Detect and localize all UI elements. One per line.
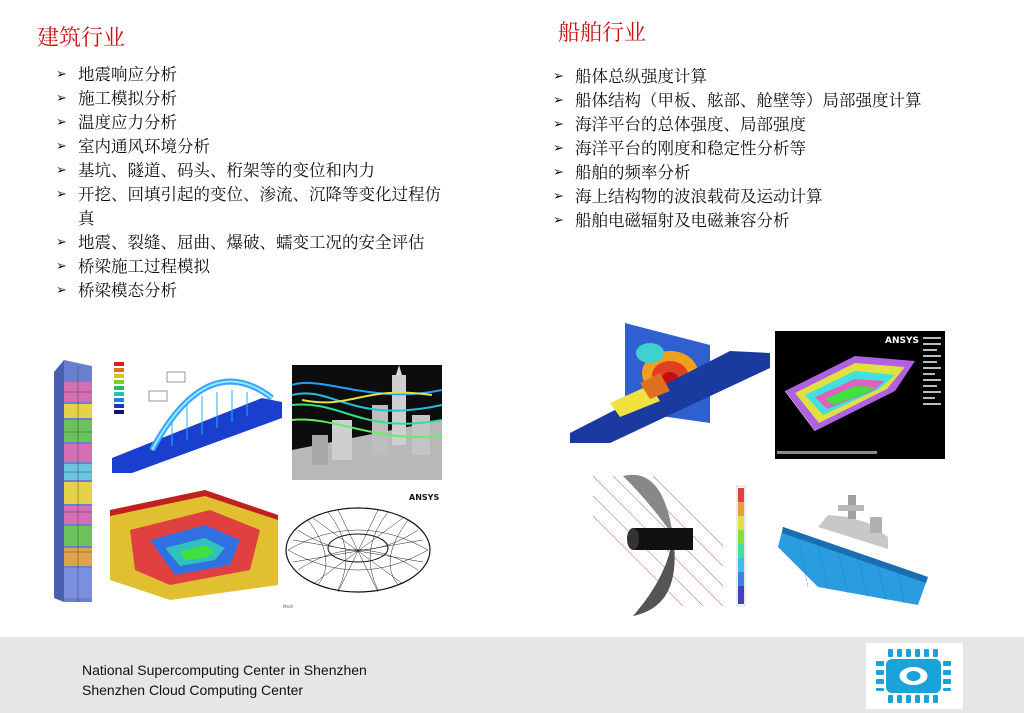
ansys-logo-text: ANSYS xyxy=(885,336,919,346)
excavation-simulation-image xyxy=(110,490,278,600)
bullet-arrow-icon: ➢ xyxy=(553,117,564,132)
bullet-arrow-icon: ➢ xyxy=(553,141,564,156)
propeller-flow-image xyxy=(573,466,763,621)
warship-model-image xyxy=(778,487,928,607)
bullet-arrow-icon: ➢ xyxy=(56,139,67,154)
ship-hull-ansys-image xyxy=(775,331,945,459)
ansys-logo-text: ANSYS xyxy=(409,493,440,502)
left-section-title: 建筑行业 xyxy=(37,26,126,51)
right-section-title: 船舶行业 xyxy=(558,21,647,46)
bullet-arrow-icon: ➢ xyxy=(56,283,67,298)
bullet-arrow-icon: ➢ xyxy=(553,93,564,108)
bullet-arrow-icon: ➢ xyxy=(56,259,67,274)
list-item: ➢ 施工模拟分析 xyxy=(52,87,447,111)
list-item: ➢ 地震响应分析 xyxy=(52,63,447,87)
building-model-image xyxy=(50,352,102,602)
bullet-arrow-icon: ➢ xyxy=(553,213,564,228)
urban-wind-flow-image xyxy=(292,365,442,480)
chip-logo-icon xyxy=(866,643,963,709)
list-item: ➢ 温度应力分析 xyxy=(52,111,447,135)
footer-line-2: Shenzhen Cloud Computing Center xyxy=(82,682,304,698)
list-item: ➢ 海洋平台的总体强度、局部强度 xyxy=(549,113,1019,137)
list-item: ➢ 桥梁模态分析 xyxy=(52,279,447,303)
bullet-arrow-icon: ➢ xyxy=(553,189,564,204)
list-item: ➢ 船体总纵强度计算 xyxy=(549,65,1019,89)
right-bullet-list xyxy=(549,65,1019,233)
bullet-arrow-icon: ➢ xyxy=(56,67,67,82)
bullet-arrow-icon: ➢ xyxy=(56,91,67,106)
bullet-arrow-icon: ➢ xyxy=(553,165,564,180)
list-item: ➢ 室内通风环境分析 xyxy=(52,135,447,159)
stadium-mesh-image xyxy=(278,490,440,612)
bullet-arrow-icon: ➢ xyxy=(553,69,564,84)
bullet-arrow-icon: ➢ xyxy=(56,187,67,202)
left-bullet-list xyxy=(52,63,447,303)
list-item: ➢ 船体结构（甲板、舷部、舱壁等）局部强度计算 xyxy=(549,89,1019,113)
list-item: ➢ 地震、裂缝、屈曲、爆破、蠕变工况的安全评估 xyxy=(52,231,447,255)
list-item: ➢ 船舶电磁辐射及电磁兼容分析 xyxy=(549,209,1019,233)
list-item: ➢ 桥梁施工过程模拟 xyxy=(52,255,447,279)
bullet-arrow-icon: ➢ xyxy=(56,115,67,130)
bullet-arrow-icon: ➢ xyxy=(56,235,67,250)
list-item: ➢ 海洋平台的刚度和稳定性分析等 xyxy=(549,137,1019,161)
ship-electromagnetic-field-image xyxy=(570,323,770,443)
list-item: ➢ 船舶的频率分析 xyxy=(549,161,1019,185)
bullet-arrow-icon: ➢ xyxy=(56,163,67,178)
arch-bridge-image xyxy=(112,358,282,473)
list-item: ➢ 海上结构物的波浪载荷及运动计算 xyxy=(549,185,1019,209)
footer-line-1: National Supercomputing Center in Shenzhen xyxy=(82,662,367,678)
list-item: ➢ 基坑、隧道、码头、桁架等的变位和内力 xyxy=(52,159,447,183)
svg-text:Mesh: Mesh xyxy=(283,604,294,609)
list-item: ➢ 开挖、回填引起的变位、渗流、沉降等变化过程仿真 xyxy=(56,185,441,228)
